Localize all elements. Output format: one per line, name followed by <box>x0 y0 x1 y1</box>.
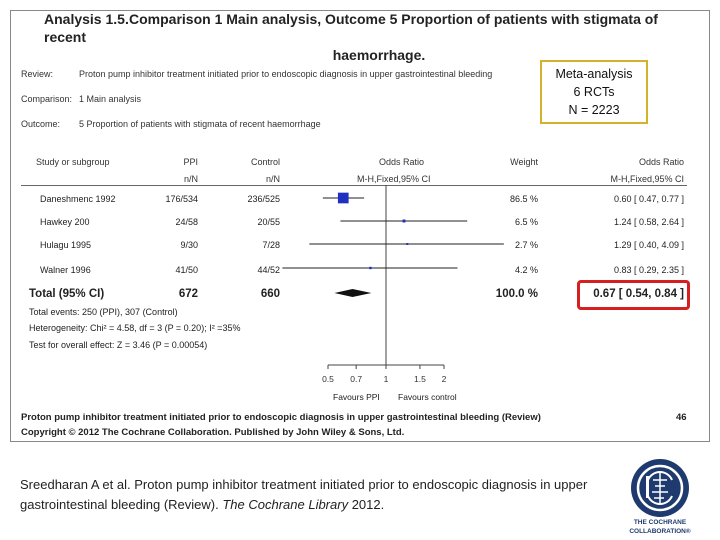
stats-events: Total events: 250 (PPI), 307 (Control) <box>29 307 178 317</box>
analysis-label: Analysis 1.5. <box>44 11 129 27</box>
total-label: Total (95% CI) <box>29 288 105 300</box>
col-control-header: Control <box>250 157 280 167</box>
footer-review-title: Proton pump inhibitor treatment initiated prior to endoscopic diagnosis in upper gastrointestinal bleeding (Review) <box>21 412 541 423</box>
callout-line3: N = 2223 <box>568 103 620 117</box>
logo-line2: COLLABORATION® <box>629 528 691 535</box>
study-name-3: Hulagu 1995 <box>40 240 92 250</box>
x-tick-label-2: 1 <box>383 374 389 384</box>
point-square-1 <box>338 193 349 204</box>
point-square-4 <box>369 267 371 269</box>
col-odds-header: Odds Ratio <box>379 157 425 167</box>
study-ci-4: 0.83 [ 0.29, 2.35 ] <box>613 265 684 275</box>
col-odds2-header: Odds Ratio <box>638 157 684 167</box>
study-control-1: 236/525 <box>247 194 280 204</box>
title-line2: haemorrhage. <box>332 47 426 63</box>
study-name-4: Walner 1996 <box>40 265 91 275</box>
stats-overall: Test for overall effect: Z = 3.46 (P = 0.00054) <box>29 340 208 350</box>
logo-line1: THE COCHRANE <box>633 519 687 526</box>
point-square-3 <box>406 243 408 245</box>
total-ppi: 672 <box>178 288 198 300</box>
study-weight-4: 4.2 % <box>514 265 538 275</box>
x-tick-label-4: 2 <box>441 374 447 384</box>
total-weight: 100.0 % <box>495 288 538 300</box>
meta-outcome-value: 5 Proportion of patients with stigmata of recent haemorrhage <box>79 119 321 129</box>
point-square-2 <box>403 220 406 223</box>
meta-review-value: Proton pump inhibitor treatment initiated prior to endoscopic diagnosis in upper gastrointestinal bleeding <box>79 69 493 79</box>
favours-left-label: Favours PPI <box>333 392 380 402</box>
meta-comparison-value: 1 Main analysis <box>79 94 142 104</box>
meta-outcome-key: Outcome: <box>21 119 61 129</box>
study-control-4: 44/52 <box>257 265 280 275</box>
study-ci-2: 1.24 [ 0.58, 2.64 ] <box>613 217 684 227</box>
citation-year: 2012. <box>351 497 385 512</box>
citation-text: Sreedharan A et al. Proton pump inhibitor treatment initiated prior to endoscopic diagnosis in upper gastrointestinal bleeding (Review). <box>20 477 588 512</box>
col-weight-header: Weight <box>510 157 538 167</box>
x-tick-label-1: 0.7 <box>350 374 363 384</box>
x-tick-label-0: 0.5 <box>322 374 334 384</box>
study-weight-3: 2.7 % <box>514 240 538 250</box>
meta-review-key: Review: <box>21 69 54 79</box>
footer-copyright: Copyright © 2012 The Cochrane Collaboration. Published by John Wiley & Sons, Ltd. <box>21 427 405 438</box>
study-weight-1: 86.5 % <box>509 194 538 204</box>
callout-line2: 6 RCTs <box>573 85 615 99</box>
study-control-2: 20/55 <box>257 217 280 227</box>
col-ppi-header: PPI <box>183 157 198 167</box>
total-ci: 0.67 [ 0.54, 0.84 ] <box>593 288 684 300</box>
col-odds-sub: M-H,Fixed,95% CI <box>357 174 431 184</box>
study-ppi-1: 176/534 <box>165 194 198 204</box>
col-study-header: Study or subgroup <box>36 157 110 167</box>
study-ppi-2: 24/58 <box>175 217 198 227</box>
x-tick-label-3: 1.5 <box>414 374 426 384</box>
pooled-diamond <box>334 289 371 297</box>
study-ppi-3: 9/30 <box>180 240 198 250</box>
citation <box>20 475 630 515</box>
favours-right-label: Favours control <box>398 392 457 402</box>
stats-heterogeneity: Heterogeneity: Chi² = 4.58, df = 3 (P = 0.20); I² =35% <box>29 323 241 333</box>
study-ppi-4: 41/50 <box>175 265 198 275</box>
total-control: 660 <box>260 288 280 300</box>
meta-comparison-key: Comparison: <box>21 94 73 104</box>
callout-line1: Meta-analysis <box>555 67 633 81</box>
study-ci-1: 0.60 [ 0.47, 0.77 ] <box>613 194 684 204</box>
citation-journal: The Cochrane Library <box>222 497 349 512</box>
col-ppi-sub: n/N <box>183 174 198 184</box>
study-ci-3: 1.29 [ 0.40, 4.09 ] <box>613 240 684 250</box>
study-weight-2: 6.5 % <box>514 217 538 227</box>
title-line1: Comparison 1 Main analysis, Outcome 5 Proportion of patients with stigmata of recent <box>44 11 658 45</box>
study-name-1: Daneshmenc 1992 <box>40 194 116 204</box>
footer-page-number: 46 <box>676 412 687 423</box>
study-control-3: 7/28 <box>262 240 280 250</box>
study-name-2: Hawkey 200 <box>40 217 90 227</box>
col-control-sub: n/N <box>265 174 280 184</box>
col-odds2-sub: M-H,Fixed,95% CI <box>610 174 684 184</box>
